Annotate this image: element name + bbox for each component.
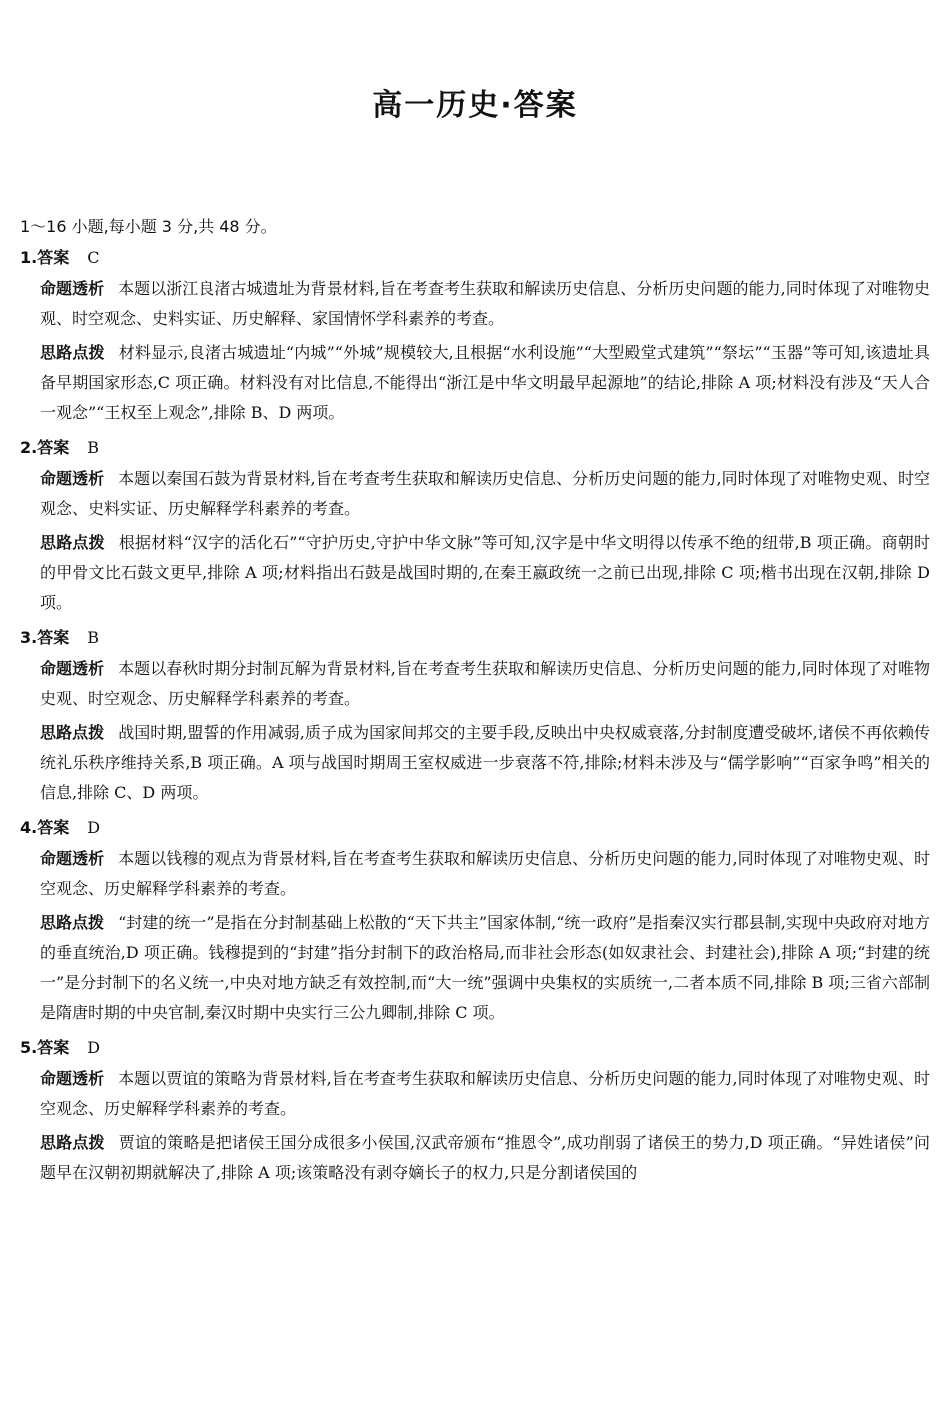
analysis-label: 命题透析 xyxy=(40,1069,105,1088)
answer-label: 答案 xyxy=(37,438,70,457)
answer-letter: D xyxy=(87,818,101,837)
thinking-paragraph xyxy=(20,528,930,618)
thinking-label: 思路点拨 xyxy=(40,343,105,362)
question-number: 3. xyxy=(20,628,38,647)
analysis-label: 命题透析 xyxy=(40,849,105,868)
analysis-label: 命题透析 xyxy=(40,279,105,298)
answer-letter: B xyxy=(87,438,99,457)
answer-label: 答案 xyxy=(37,628,70,647)
thinking-text: 材料显示,良渚古城遗址“内城”“外城”规模较大,且根据“水利设施”“大型殿堂式建筑”“祭坛”“玉器”等可知,该遗址具备早期国家形态,C 项正确。材料没有对比信息,不能得出“浙江是中华文明最早起源地”的结论,排除 A 项;材料没有涉及“天人合一观念”“王权至上观念”,排除 B、D 两项。 xyxy=(40,343,930,422)
answer-label: 答案 xyxy=(37,248,70,267)
thinking-label: 思路点拨 xyxy=(40,1133,105,1152)
question-4 xyxy=(20,812,930,1028)
thinking-label: 思路点拨 xyxy=(40,913,105,932)
thinking-text: “封建的统一”是指在分封制基础上松散的“天下共主”国家体制,“统一政府”是指秦汉实行郡县制,实现中央政府对地方的垂直统治,D 项正确。钱穆提到的“封建”指分封制下的政治格局,而非社会形态(如奴隶社会、封建社会),排除 A 项;“封建的统一”是分封制下的名义统一,中央对地方缺乏有效控制,而“大一统”强调中央集权的实质统一,二者本质不同,排除 B 项;三省六部制是隋唐时期的中央官制,秦汉时期中央实行三公九卿制,排除 C 项。 xyxy=(40,913,930,1022)
question-header xyxy=(20,812,930,844)
answer-letter: D xyxy=(87,1038,101,1057)
thinking-text: 贾谊的策略是把诸侯王国分成很多小侯国,汉武帝颁布“推恩令”,成功削弱了诸侯王的势力,D 项正确。“异姓诸侯”问题早在汉朝初期就解决了,排除 A 项;该策略没有剥夺嫡长子的权力,只是分割诸侯国的 xyxy=(40,1133,930,1182)
question-3 xyxy=(20,622,930,808)
question-1 xyxy=(20,242,930,428)
thinking-paragraph xyxy=(20,1128,930,1188)
answer-label: 答案 xyxy=(37,818,70,837)
analysis-paragraph xyxy=(20,274,930,334)
thinking-paragraph xyxy=(20,338,930,428)
analysis-paragraph xyxy=(20,654,930,714)
analysis-paragraph xyxy=(20,464,930,524)
question-number: 4. xyxy=(20,818,38,837)
thinking-text: 根据材料“汉字的活化石”“守护历史,守护中华文脉”等可知,汉字是中华文明得以传承不绝的纽带,B 项正确。商朝时的甲骨文比石鼓文更早,排除 A 项;材料指出石鼓是战国时期的,在秦王嬴政统一之前已出现,排除 C 项;楷书出现在汉朝,排除 D 项。 xyxy=(40,533,930,612)
page-title: 高一历史·答案 xyxy=(372,88,578,123)
thinking-paragraph xyxy=(20,718,930,808)
analysis-label: 命题透析 xyxy=(40,469,105,488)
thinking-text: 战国时期,盟誓的作用减弱,质子成为国家间邦交的主要手段,反映出中央权威衰落,分封制度遭受破坏,诸侯不再依赖传统礼乐秩序维持关系,B 项正确。A 项与战国时期周王室权威进一步衰落不符,排除;材料未涉及与“儒学影响”“百家争鸣”相关的信息,排除 C、D 两项。 xyxy=(40,723,930,802)
section-intro: 1～16 小题,每小题 3 分,共 48 分。 xyxy=(20,217,277,236)
analysis-text: 本题以春秋时期分封制瓦解为背景材料,旨在考查考生获取和解读历史信息、分析历史问题的能力,同时体现了对唯物史观、时空观念、历史解释学科素养的考查。 xyxy=(40,659,930,708)
analysis-paragraph xyxy=(20,1064,930,1124)
analysis-text: 本题以浙江良渚古城遗址为背景材料,旨在考查考生获取和解读历史信息、分析历史问题的能力,同时体现了对唯物史观、时空观念、史料实证、历史解释、家国情怀学科素养的考查。 xyxy=(40,279,930,328)
question-header xyxy=(20,622,930,654)
thinking-label: 思路点拨 xyxy=(40,533,105,552)
thinking-label: 思路点拨 xyxy=(40,723,105,742)
question-number: 5. xyxy=(20,1038,38,1057)
answer-letter: C xyxy=(87,248,100,267)
question-header xyxy=(20,242,930,274)
question-5 xyxy=(20,1032,930,1188)
question-number: 1. xyxy=(20,248,38,267)
analysis-paragraph xyxy=(20,844,930,904)
question-header xyxy=(20,432,930,464)
answer-content xyxy=(20,212,930,1192)
question-header xyxy=(20,1032,930,1064)
question-number: 2. xyxy=(20,438,38,457)
analysis-text: 本题以贾谊的策略为背景材料,旨在考查考生获取和解读历史信息、分析历史问题的能力,同时体现了对唯物史观、时空观念、历史解释学科素养的考查。 xyxy=(40,1069,930,1118)
answer-letter: B xyxy=(87,628,99,647)
answer-label: 答案 xyxy=(37,1038,70,1057)
thinking-paragraph xyxy=(20,908,930,1028)
analysis-label: 命题透析 xyxy=(40,659,105,678)
question-2 xyxy=(20,432,930,618)
analysis-text: 本题以钱穆的观点为背景材料,旨在考查考生获取和解读历史信息、分析历史问题的能力,同时体现了对唯物史观、时空观念、历史解释学科素养的考查。 xyxy=(40,849,930,898)
analysis-text: 本题以秦国石鼓为背景材料,旨在考查考生获取和解读历史信息、分析历史问题的能力,同时体现了对唯物史观、时空观念、史料实证、历史解释学科素养的考查。 xyxy=(40,469,930,518)
